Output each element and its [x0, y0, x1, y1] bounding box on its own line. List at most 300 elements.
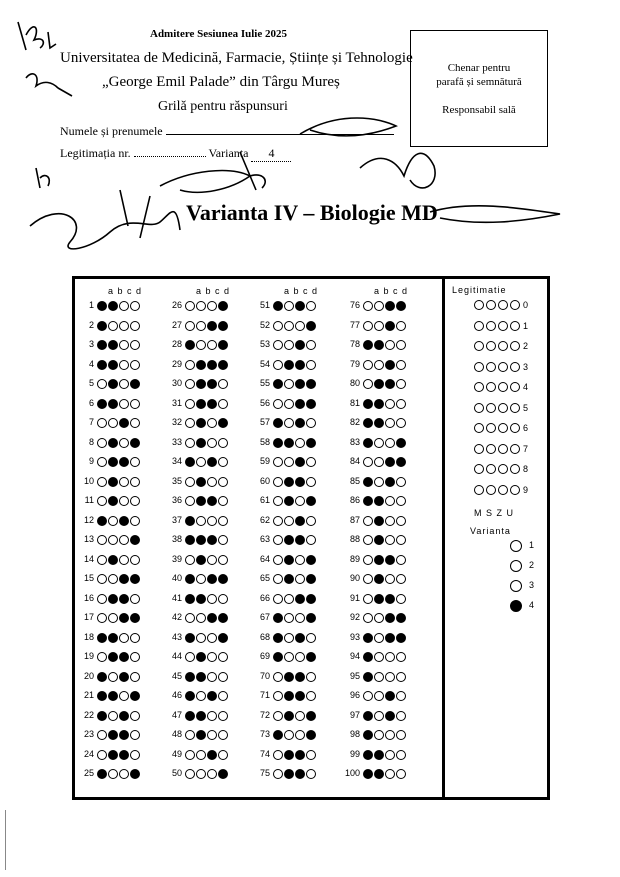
- answer-bubble[interactable]: [185, 457, 195, 467]
- answer-bubble[interactable]: [363, 672, 373, 682]
- answer-bubble[interactable]: [284, 555, 294, 565]
- answer-bubble[interactable]: [97, 730, 107, 740]
- answer-bubble[interactable]: [196, 691, 206, 701]
- answer-bubble[interactable]: [363, 555, 373, 565]
- answer-bubble[interactable]: [218, 594, 228, 604]
- answer-bubble[interactable]: [284, 516, 294, 526]
- answer-bubble[interactable]: [218, 457, 228, 467]
- answer-bubble[interactable]: [306, 711, 316, 721]
- answer-bubble[interactable]: [119, 633, 129, 643]
- answer-bubble[interactable]: [374, 496, 384, 506]
- variant-bubble[interactable]: [510, 580, 522, 592]
- answer-bubble[interactable]: [97, 613, 107, 623]
- answer-bubble[interactable]: [185, 769, 195, 779]
- answer-bubble[interactable]: [306, 399, 316, 409]
- id-digit-bubble[interactable]: [498, 464, 508, 474]
- answer-bubble[interactable]: [108, 496, 118, 506]
- answer-bubble[interactable]: [218, 360, 228, 370]
- answer-bubble[interactable]: [97, 711, 107, 721]
- answer-bubble[interactable]: [207, 516, 217, 526]
- answer-bubble[interactable]: [108, 535, 118, 545]
- answer-bubble[interactable]: [108, 418, 118, 428]
- answer-bubble[interactable]: [396, 555, 406, 565]
- answer-bubble[interactable]: [306, 360, 316, 370]
- id-digit-bubble[interactable]: [474, 423, 484, 433]
- answer-bubble[interactable]: [284, 633, 294, 643]
- answer-bubble[interactable]: [374, 399, 384, 409]
- id-digit-bubble[interactable]: [474, 403, 484, 413]
- answer-bubble[interactable]: [385, 340, 395, 350]
- answer-bubble[interactable]: [185, 555, 195, 565]
- answer-bubble[interactable]: [363, 457, 373, 467]
- answer-bubble[interactable]: [207, 574, 217, 584]
- answer-bubble[interactable]: [97, 535, 107, 545]
- answer-bubble[interactable]: [218, 750, 228, 760]
- answer-bubble[interactable]: [385, 691, 395, 701]
- answer-bubble[interactable]: [207, 730, 217, 740]
- answer-bubble[interactable]: [218, 496, 228, 506]
- answer-bubble[interactable]: [385, 399, 395, 409]
- answer-bubble[interactable]: [295, 594, 305, 604]
- answer-bubble[interactable]: [108, 652, 118, 662]
- answer-bubble[interactable]: [385, 438, 395, 448]
- id-digit-bubble[interactable]: [486, 321, 496, 331]
- answer-bubble[interactable]: [108, 379, 118, 389]
- answer-bubble[interactable]: [295, 516, 305, 526]
- answer-bubble[interactable]: [363, 594, 373, 604]
- answer-bubble[interactable]: [185, 672, 195, 682]
- answer-bubble[interactable]: [185, 750, 195, 760]
- answer-bubble[interactable]: [363, 691, 373, 701]
- answer-bubble[interactable]: [273, 516, 283, 526]
- answer-bubble[interactable]: [306, 379, 316, 389]
- answer-bubble[interactable]: [284, 457, 294, 467]
- id-digit-bubble[interactable]: [486, 403, 496, 413]
- answer-bubble[interactable]: [185, 730, 195, 740]
- answer-bubble[interactable]: [284, 340, 294, 350]
- id-digit-bubble[interactable]: [474, 464, 484, 474]
- answer-bubble[interactable]: [273, 301, 283, 311]
- answer-bubble[interactable]: [284, 769, 294, 779]
- answer-bubble[interactable]: [130, 672, 140, 682]
- answer-bubble[interactable]: [207, 769, 217, 779]
- answer-bubble[interactable]: [284, 750, 294, 760]
- answer-bubble[interactable]: [273, 672, 283, 682]
- answer-bubble[interactable]: [218, 301, 228, 311]
- answer-bubble[interactable]: [97, 399, 107, 409]
- answer-bubble[interactable]: [284, 691, 294, 701]
- answer-bubble[interactable]: [97, 340, 107, 350]
- answer-bubble[interactable]: [97, 418, 107, 428]
- answer-bubble[interactable]: [306, 496, 316, 506]
- answer-bubble[interactable]: [363, 477, 373, 487]
- answer-bubble[interactable]: [108, 555, 118, 565]
- answer-bubble[interactable]: [363, 711, 373, 721]
- answer-bubble[interactable]: [108, 340, 118, 350]
- answer-bubble[interactable]: [273, 399, 283, 409]
- answer-bubble[interactable]: [363, 535, 373, 545]
- answer-bubble[interactable]: [130, 360, 140, 370]
- answer-bubble[interactable]: [396, 360, 406, 370]
- answer-bubble[interactable]: [374, 360, 384, 370]
- answer-bubble[interactable]: [385, 496, 395, 506]
- id-digit-bubble[interactable]: [474, 444, 484, 454]
- answer-bubble[interactable]: [363, 769, 373, 779]
- answer-bubble[interactable]: [273, 613, 283, 623]
- answer-bubble[interactable]: [295, 613, 305, 623]
- answer-bubble[interactable]: [385, 750, 395, 760]
- answer-bubble[interactable]: [108, 594, 118, 604]
- answer-bubble[interactable]: [218, 516, 228, 526]
- answer-bubble[interactable]: [284, 730, 294, 740]
- answer-bubble[interactable]: [385, 418, 395, 428]
- answer-bubble[interactable]: [196, 438, 206, 448]
- answer-bubble[interactable]: [295, 769, 305, 779]
- answer-bubble[interactable]: [374, 555, 384, 565]
- answer-bubble[interactable]: [295, 633, 305, 643]
- answer-bubble[interactable]: [97, 477, 107, 487]
- answer-bubble[interactable]: [196, 613, 206, 623]
- answer-bubble[interactable]: [185, 574, 195, 584]
- answer-bubble[interactable]: [273, 379, 283, 389]
- answer-bubble[interactable]: [295, 555, 305, 565]
- answer-bubble[interactable]: [295, 340, 305, 350]
- answer-bubble[interactable]: [185, 477, 195, 487]
- answer-bubble[interactable]: [185, 711, 195, 721]
- answer-bubble[interactable]: [295, 399, 305, 409]
- answer-bubble[interactable]: [385, 711, 395, 721]
- answer-bubble[interactable]: [374, 516, 384, 526]
- id-digit-bubble[interactable]: [498, 362, 508, 372]
- answer-bubble[interactable]: [185, 633, 195, 643]
- answer-bubble[interactable]: [119, 301, 129, 311]
- answer-bubble[interactable]: [396, 496, 406, 506]
- answer-bubble[interactable]: [207, 418, 217, 428]
- answer-bubble[interactable]: [273, 418, 283, 428]
- answer-bubble[interactable]: [218, 399, 228, 409]
- answer-bubble[interactable]: [97, 750, 107, 760]
- answer-bubble[interactable]: [108, 750, 118, 760]
- answer-bubble[interactable]: [207, 672, 217, 682]
- answer-bubble[interactable]: [273, 438, 283, 448]
- answer-bubble[interactable]: [396, 516, 406, 526]
- answer-bubble[interactable]: [385, 535, 395, 545]
- answer-bubble[interactable]: [130, 750, 140, 760]
- id-digit-bubble[interactable]: [486, 464, 496, 474]
- answer-bubble[interactable]: [306, 730, 316, 740]
- answer-bubble[interactable]: [196, 633, 206, 643]
- id-digit-bubble[interactable]: [486, 485, 496, 495]
- id-digit-bubble[interactable]: [474, 341, 484, 351]
- answer-bubble[interactable]: [396, 633, 406, 643]
- id-digit-bubble[interactable]: [498, 403, 508, 413]
- id-digit-bubble[interactable]: [474, 485, 484, 495]
- answer-bubble[interactable]: [119, 691, 129, 701]
- answer-bubble[interactable]: [306, 750, 316, 760]
- answer-bubble[interactable]: [284, 301, 294, 311]
- answer-bubble[interactable]: [185, 594, 195, 604]
- answer-bubble[interactable]: [119, 594, 129, 604]
- answer-bubble[interactable]: [218, 652, 228, 662]
- answer-bubble[interactable]: [119, 399, 129, 409]
- answer-bubble[interactable]: [108, 301, 118, 311]
- answer-bubble[interactable]: [218, 711, 228, 721]
- answer-bubble[interactable]: [396, 477, 406, 487]
- answer-bubble[interactable]: [284, 418, 294, 428]
- id-digit-bubble[interactable]: [474, 362, 484, 372]
- answer-bubble[interactable]: [119, 613, 129, 623]
- answer-bubble[interactable]: [207, 301, 217, 311]
- answer-bubble[interactable]: [130, 613, 140, 623]
- answer-bubble[interactable]: [385, 613, 395, 623]
- answer-bubble[interactable]: [185, 535, 195, 545]
- variant-bubble[interactable]: [510, 600, 522, 612]
- id-digit-bubble[interactable]: [498, 382, 508, 392]
- answer-bubble[interactable]: [385, 730, 395, 740]
- id-digit-bubble[interactable]: [486, 444, 496, 454]
- answer-bubble[interactable]: [196, 340, 206, 350]
- answer-bubble[interactable]: [207, 340, 217, 350]
- answer-bubble[interactable]: [363, 438, 373, 448]
- id-digit-bubble[interactable]: [486, 362, 496, 372]
- answer-bubble[interactable]: [207, 750, 217, 760]
- answer-bubble[interactable]: [295, 301, 305, 311]
- answer-bubble[interactable]: [374, 379, 384, 389]
- answer-bubble[interactable]: [196, 399, 206, 409]
- answer-bubble[interactable]: [306, 613, 316, 623]
- id-digit-bubble[interactable]: [486, 423, 496, 433]
- answer-bubble[interactable]: [385, 379, 395, 389]
- answer-bubble[interactable]: [396, 672, 406, 682]
- answer-bubble[interactable]: [130, 535, 140, 545]
- answer-bubble[interactable]: [374, 691, 384, 701]
- answer-bubble[interactable]: [218, 730, 228, 740]
- answer-bubble[interactable]: [306, 652, 316, 662]
- answer-bubble[interactable]: [207, 711, 217, 721]
- answer-bubble[interactable]: [207, 477, 217, 487]
- answer-bubble[interactable]: [273, 691, 283, 701]
- answer-bubble[interactable]: [396, 769, 406, 779]
- answer-bubble[interactable]: [306, 555, 316, 565]
- id-digit-bubble[interactable]: [498, 321, 508, 331]
- answer-bubble[interactable]: [130, 594, 140, 604]
- answer-bubble[interactable]: [97, 457, 107, 467]
- variant-bubble[interactable]: [510, 560, 522, 572]
- answer-bubble[interactable]: [295, 672, 305, 682]
- answer-bubble[interactable]: [396, 574, 406, 584]
- answer-bubble[interactable]: [385, 555, 395, 565]
- answer-bubble[interactable]: [130, 730, 140, 740]
- id-digit-bubble[interactable]: [474, 300, 484, 310]
- answer-bubble[interactable]: [185, 399, 195, 409]
- answer-bubble[interactable]: [284, 613, 294, 623]
- answer-bubble[interactable]: [396, 750, 406, 760]
- answer-bubble[interactable]: [119, 574, 129, 584]
- answer-bubble[interactable]: [185, 652, 195, 662]
- answer-bubble[interactable]: [130, 399, 140, 409]
- answer-bubble[interactable]: [284, 496, 294, 506]
- answer-bubble[interactable]: [374, 633, 384, 643]
- answer-bubble[interactable]: [374, 477, 384, 487]
- answer-bubble[interactable]: [273, 711, 283, 721]
- answer-bubble[interactable]: [284, 360, 294, 370]
- answer-bubble[interactable]: [185, 438, 195, 448]
- answer-bubble[interactable]: [130, 516, 140, 526]
- answer-bubble[interactable]: [130, 457, 140, 467]
- answer-bubble[interactable]: [396, 594, 406, 604]
- answer-bubble[interactable]: [374, 457, 384, 467]
- answer-bubble[interactable]: [97, 496, 107, 506]
- answer-bubble[interactable]: [396, 340, 406, 350]
- answer-bubble[interactable]: [130, 769, 140, 779]
- answer-bubble[interactable]: [130, 418, 140, 428]
- id-digit-bubble[interactable]: [498, 485, 508, 495]
- answer-bubble[interactable]: [196, 457, 206, 467]
- answer-bubble[interactable]: [385, 516, 395, 526]
- answer-bubble[interactable]: [363, 730, 373, 740]
- answer-bubble[interactable]: [218, 691, 228, 701]
- answer-bubble[interactable]: [363, 496, 373, 506]
- id-digit-bubble[interactable]: [486, 300, 496, 310]
- answer-bubble[interactable]: [108, 457, 118, 467]
- answer-bubble[interactable]: [218, 574, 228, 584]
- answer-bubble[interactable]: [218, 340, 228, 350]
- answer-bubble[interactable]: [207, 535, 217, 545]
- answer-bubble[interactable]: [284, 711, 294, 721]
- answer-bubble[interactable]: [284, 652, 294, 662]
- answer-bubble[interactable]: [306, 594, 316, 604]
- answer-bubble[interactable]: [273, 496, 283, 506]
- id-digit-bubble[interactable]: [498, 444, 508, 454]
- answer-bubble[interactable]: [207, 555, 217, 565]
- answer-bubble[interactable]: [196, 535, 206, 545]
- answer-bubble[interactable]: [396, 730, 406, 740]
- answer-bubble[interactable]: [295, 574, 305, 584]
- answer-bubble[interactable]: [119, 457, 129, 467]
- answer-bubble[interactable]: [273, 633, 283, 643]
- answer-bubble[interactable]: [196, 750, 206, 760]
- answer-bubble[interactable]: [273, 535, 283, 545]
- answer-bubble[interactable]: [207, 691, 217, 701]
- answer-bubble[interactable]: [119, 340, 129, 350]
- answer-bubble[interactable]: [385, 477, 395, 487]
- answer-bubble[interactable]: [273, 652, 283, 662]
- id-digit-bubble[interactable]: [474, 321, 484, 331]
- answer-bubble[interactable]: [185, 340, 195, 350]
- answer-bubble[interactable]: [185, 360, 195, 370]
- answer-bubble[interactable]: [207, 360, 217, 370]
- answer-bubble[interactable]: [218, 379, 228, 389]
- answer-bubble[interactable]: [273, 555, 283, 565]
- answer-bubble[interactable]: [119, 379, 129, 389]
- answer-bubble[interactable]: [306, 633, 316, 643]
- answer-bubble[interactable]: [385, 652, 395, 662]
- answer-bubble[interactable]: [119, 438, 129, 448]
- answer-bubble[interactable]: [273, 750, 283, 760]
- answer-bubble[interactable]: [374, 652, 384, 662]
- answer-bubble[interactable]: [119, 516, 129, 526]
- answer-bubble[interactable]: [185, 691, 195, 701]
- answer-bubble[interactable]: [130, 340, 140, 350]
- answer-bubble[interactable]: [273, 321, 283, 331]
- answer-bubble[interactable]: [97, 594, 107, 604]
- answer-bubble[interactable]: [119, 750, 129, 760]
- answer-bubble[interactable]: [196, 711, 206, 721]
- answer-bubble[interactable]: [306, 516, 316, 526]
- answer-bubble[interactable]: [207, 438, 217, 448]
- answer-bubble[interactable]: [385, 360, 395, 370]
- answer-bubble[interactable]: [196, 418, 206, 428]
- answer-bubble[interactable]: [363, 613, 373, 623]
- answer-bubble[interactable]: [207, 496, 217, 506]
- answer-bubble[interactable]: [97, 516, 107, 526]
- answer-bubble[interactable]: [218, 418, 228, 428]
- answer-bubble[interactable]: [306, 457, 316, 467]
- answer-bubble[interactable]: [396, 399, 406, 409]
- answer-bubble[interactable]: [218, 555, 228, 565]
- answer-bubble[interactable]: [363, 301, 373, 311]
- answer-bubble[interactable]: [396, 535, 406, 545]
- answer-bubble[interactable]: [273, 477, 283, 487]
- answer-bubble[interactable]: [374, 535, 384, 545]
- answer-bubble[interactable]: [218, 769, 228, 779]
- answer-bubble[interactable]: [207, 652, 217, 662]
- answer-bubble[interactable]: [273, 769, 283, 779]
- answer-bubble[interactable]: [196, 769, 206, 779]
- answer-bubble[interactable]: [273, 574, 283, 584]
- answer-bubble[interactable]: [295, 438, 305, 448]
- answer-bubble[interactable]: [374, 672, 384, 682]
- answer-bubble[interactable]: [207, 379, 217, 389]
- answer-bubble[interactable]: [396, 652, 406, 662]
- answer-bubble[interactable]: [97, 691, 107, 701]
- answer-bubble[interactable]: [196, 301, 206, 311]
- answer-bubble[interactable]: [108, 477, 118, 487]
- answer-bubble[interactable]: [196, 360, 206, 370]
- id-digit-bubble[interactable]: [486, 382, 496, 392]
- answer-bubble[interactable]: [130, 301, 140, 311]
- answer-bubble[interactable]: [196, 652, 206, 662]
- answer-bubble[interactable]: [396, 457, 406, 467]
- answer-bubble[interactable]: [218, 321, 228, 331]
- answer-bubble[interactable]: [108, 691, 118, 701]
- answer-bubble[interactable]: [196, 594, 206, 604]
- answer-bubble[interactable]: [295, 360, 305, 370]
- answer-bubble[interactable]: [295, 477, 305, 487]
- answer-bubble[interactable]: [97, 301, 107, 311]
- answer-bubble[interactable]: [374, 730, 384, 740]
- answer-bubble[interactable]: [374, 418, 384, 428]
- answer-bubble[interactable]: [363, 516, 373, 526]
- answer-bubble[interactable]: [306, 438, 316, 448]
- answer-bubble[interactable]: [273, 730, 283, 740]
- answer-bubble[interactable]: [306, 321, 316, 331]
- answer-bubble[interactable]: [97, 652, 107, 662]
- answer-bubble[interactable]: [108, 574, 118, 584]
- answer-bubble[interactable]: [385, 321, 395, 331]
- answer-bubble[interactable]: [396, 418, 406, 428]
- answer-bubble[interactable]: [284, 438, 294, 448]
- answer-bubble[interactable]: [130, 691, 140, 701]
- answer-bubble[interactable]: [108, 672, 118, 682]
- answer-bubble[interactable]: [385, 301, 395, 311]
- answer-bubble[interactable]: [218, 438, 228, 448]
- answer-bubble[interactable]: [130, 574, 140, 584]
- answer-bubble[interactable]: [363, 360, 373, 370]
- answer-bubble[interactable]: [284, 321, 294, 331]
- answer-bubble[interactable]: [108, 633, 118, 643]
- answer-bubble[interactable]: [374, 769, 384, 779]
